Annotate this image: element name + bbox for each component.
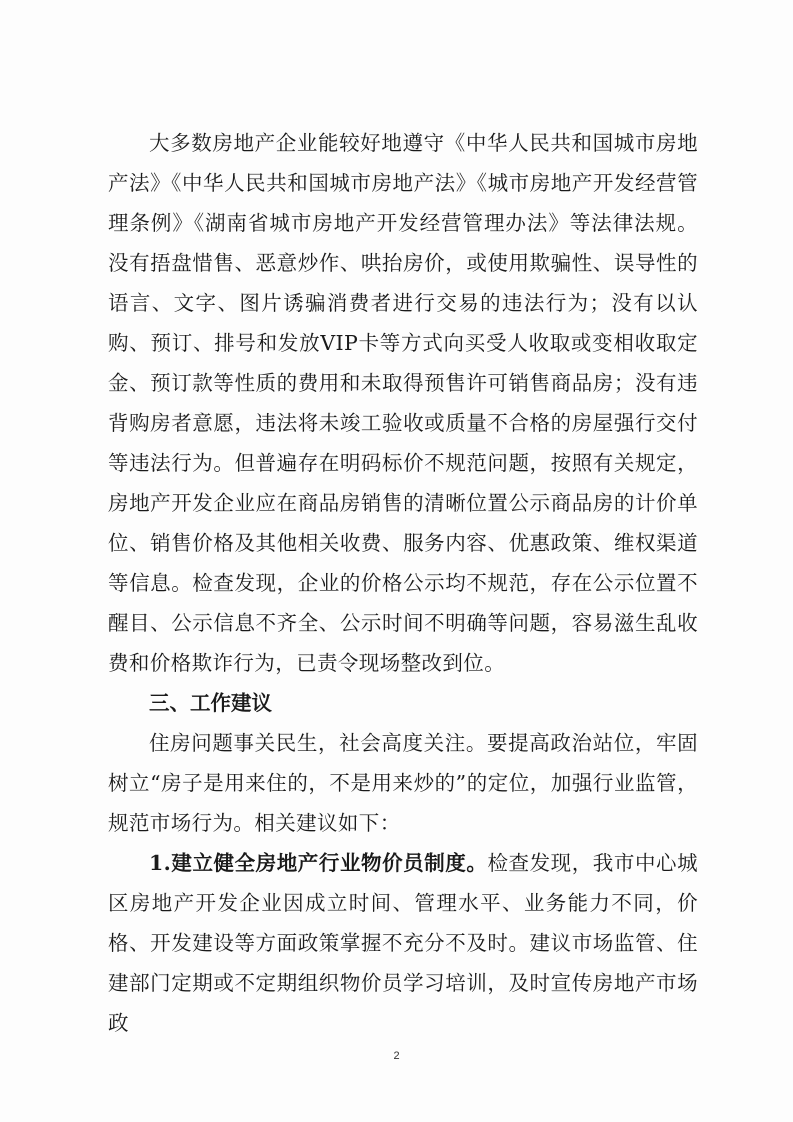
section-heading: 三、工作建议 <box>149 691 272 715</box>
paragraph-suggestion-1 <box>108 843 698 1043</box>
page-number: 2 <box>393 1050 400 1062</box>
suggestion-1-text: 检查发现，我市中心城区房地产开发企业因成立时间、管理水平、业务能力不同，价格、开发建设等方面政策掌握不充分不及时。建议市场监管、住建部门定期或不定期组织物价员学习培训，及时宣传房地产市场政 <box>108 851 698 1035</box>
paragraph-compliance: 大多数房地产企业能较好地遵守《中华人民共和国城市房地产法》《中华人民共和国城市房地产法》《城市房地产开发经营管理条例》《湖南省城市房地产开发经营管理办法》等法律法规。没有捂盘惜售、恶意炒作、哄抬房价，或使用欺骗性、误导性的语言、文字、图片诱骗消费者进行交易的违法行为；没有以认购、预订、排号和发放VIP卡等方式向买受人收取或变相收取定金、预订款等性质的费用和未取得预售许可销售商品房；没有违背购房者意愿，违法将未竣工验收或质量不合格的房屋强行交付等违法行为。但普遍存在明码标价不规范问题，按照有关规定，房地产开发企业应在商品房销售的清晰位置公示商品房的计价单位、销售价格及其他相关收费、服务内容、优惠政策、维权渠道等信息。检查发现，企业的价格公示均不规范，存在公示位置不醒目、公示信息不齐全、公示时间不明确等问题，容易滋生乱收费和价格欺诈行为，已责令现场整改到位。 <box>108 131 698 675</box>
paragraph-intro: 住房问题事关民生，社会高度关注。要提高政治站位，牢固树立“房子是用来住的，不是用来炒的”的定位，加强行业监管，规范市场行为。相关建议如下： <box>108 731 698 835</box>
suggestion-1-title: 1.建立健全房地产行业物价员制度。 <box>149 851 488 875</box>
document-body <box>108 123 698 1043</box>
